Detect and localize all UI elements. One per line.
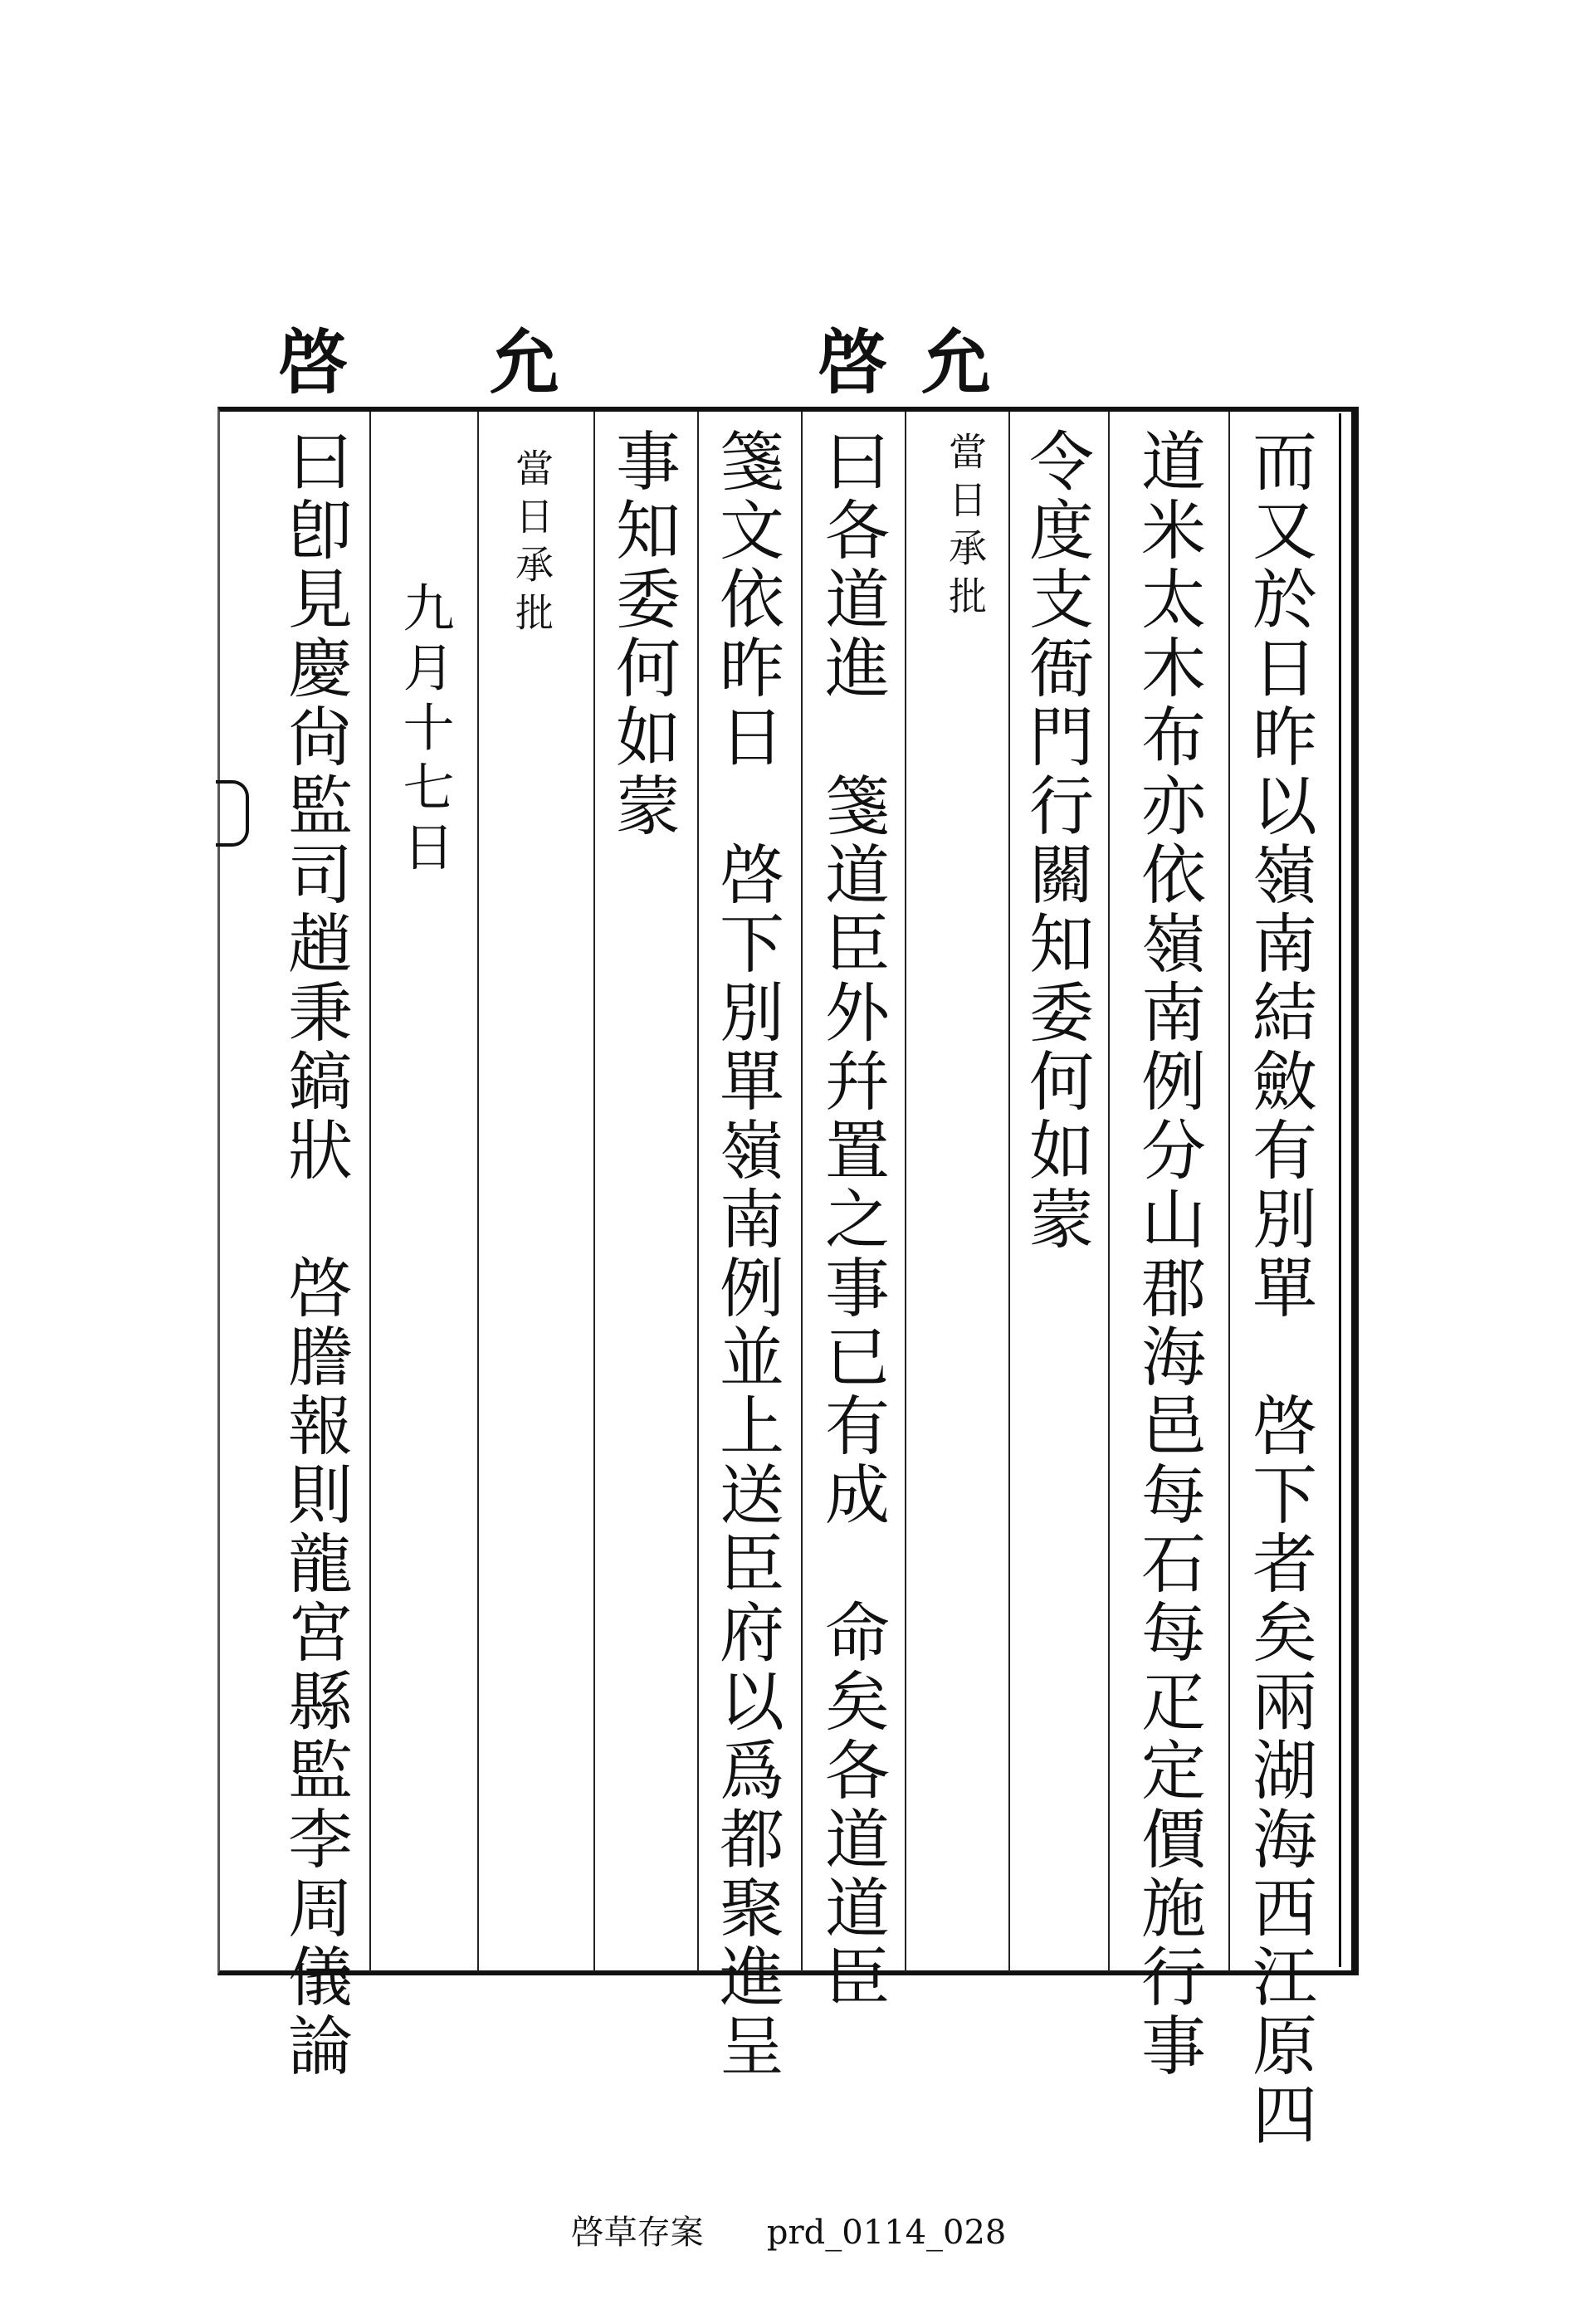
header-mark-yun: 允	[921, 321, 1032, 403]
text-column-5: 曰各道進 箋道臣外幷置之事已有成 命矣各道道臣	[814, 427, 889, 2012]
column-rule	[1228, 412, 1230, 1972]
header-mark-yun: 允	[490, 321, 600, 403]
page-caption	[0, 2206, 1577, 2253]
column-rule	[1008, 412, 1010, 1972]
column-rule	[905, 412, 906, 1972]
date-column: 九月十七日	[394, 581, 455, 880]
column-rule	[801, 412, 803, 1972]
text-column-2: 道米太木布亦依嶺南例分山郡海邑每石每疋定價施行事	[1130, 427, 1205, 2081]
caption-title: 啓草存案	[570, 2214, 704, 2252]
approval-note: 當日承批	[943, 432, 988, 624]
text-column-6: 箋文依昨日 啓下別單嶺南例並上送臣府以爲都聚進呈	[709, 427, 784, 2081]
seal-mark	[216, 780, 249, 847]
text-column-3: 令度支衙門行關知委何如蒙	[1018, 427, 1093, 1254]
text-column-10: 曰卽見慶尙監司趙秉鎬狀 啓謄報則龍宮縣監李周儀論	[277, 427, 352, 2081]
approval-note: 當日承批	[510, 448, 554, 641]
column-rule	[593, 412, 595, 1972]
frame-inner-rule	[1339, 413, 1341, 1967]
header-mark-kai: 啓	[818, 321, 928, 403]
text-column-1: 而又於日昨以嶺南結斂有別單 啓下者矣兩湖海西江原四	[1242, 427, 1316, 2150]
column-rule	[369, 412, 371, 1972]
column-rule	[697, 412, 699, 1972]
text-column-7: 事知委何如蒙	[605, 427, 680, 841]
caption-spacer	[704, 2214, 767, 2252]
header-mark-kai: 啓	[278, 321, 388, 403]
column-rule	[1108, 412, 1110, 1972]
column-rule	[477, 412, 479, 1972]
caption-code: prd_0114_028	[766, 2214, 1007, 2252]
